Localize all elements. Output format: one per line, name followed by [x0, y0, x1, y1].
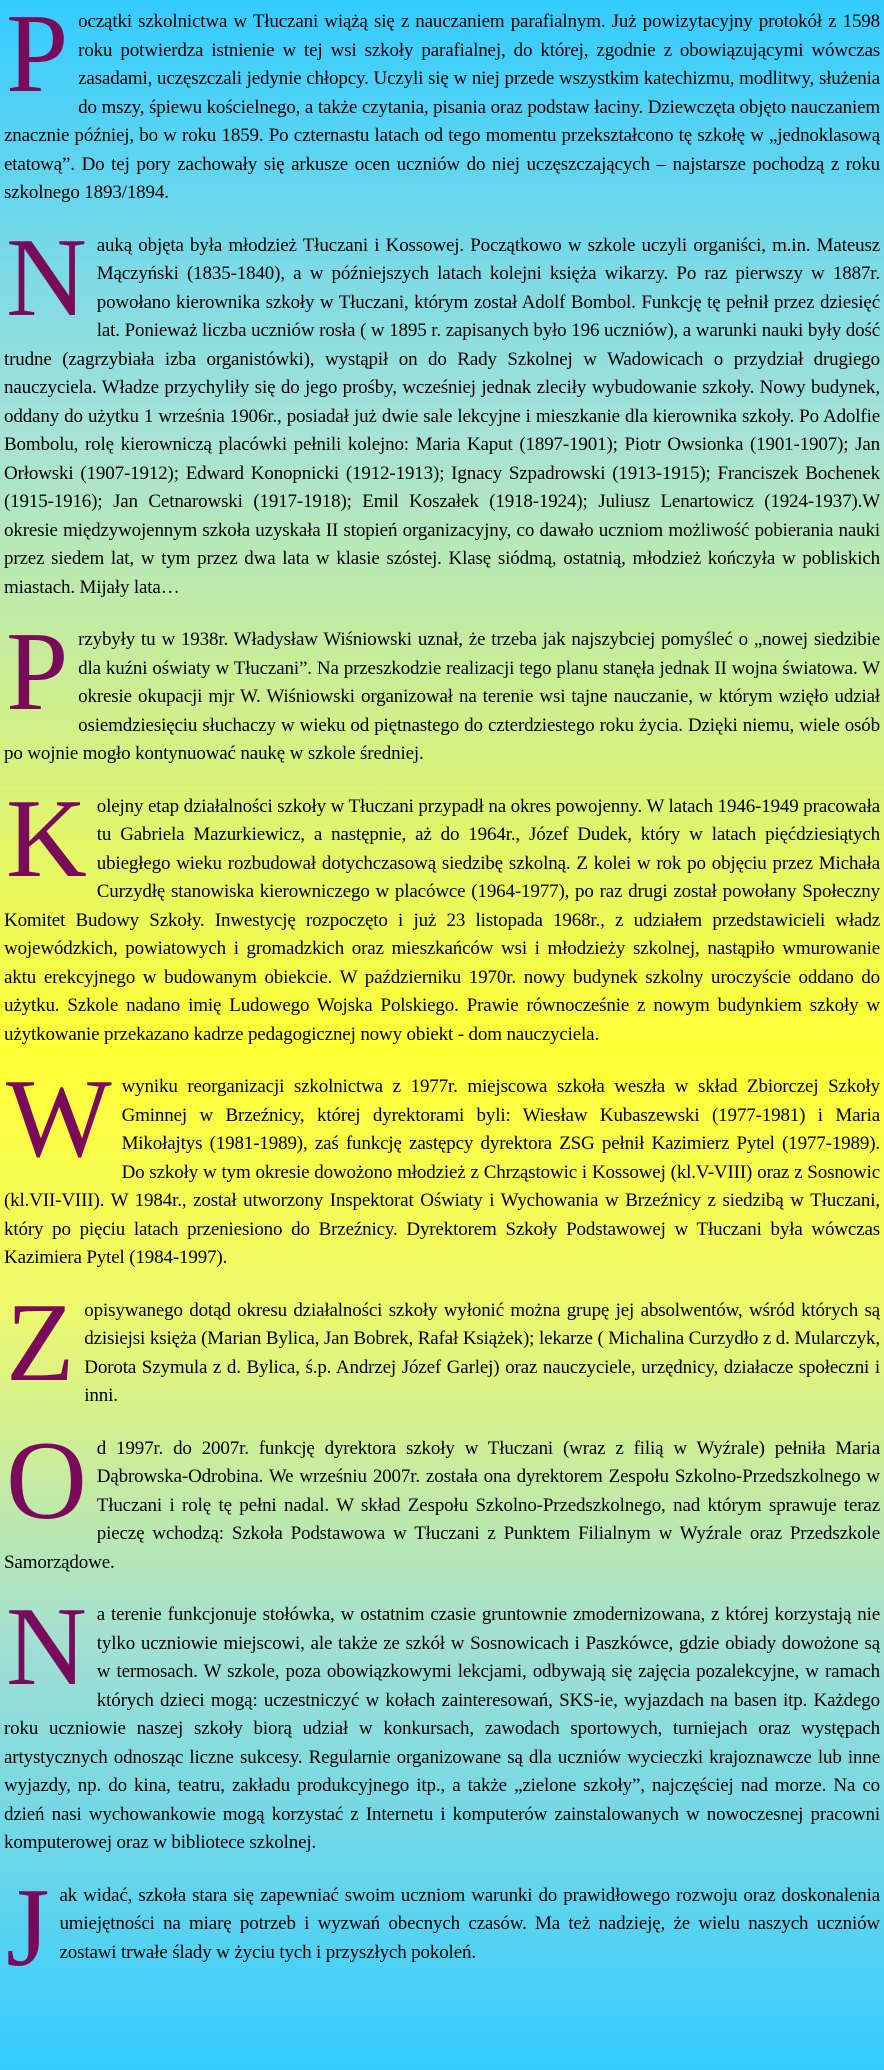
paragraph-text: opisywanego dotąd okresu działalności szkoły wyłonić można grupę jej absolwentów, wśród których są dzisiejsi księża (Marian Bylica, Jan Bobrek, Rafał Książek); lekarze ( Michalina Curzydło z d. Mularczyk, Dorota Szymula z d. Bylica, ś.p. Andrzej Józef Garlej) oraz nauczyciele, urzędnicy, działacze społeczni i inni.	[84, 1299, 880, 1406]
paragraph-text: a terenie funkcjonuje stołówka, w ostatnim czasie gruntownie zmodernizowana, z której korzystają nie tylko uczniowie miejscowi, ale także ze szkół w Sosnowicach i Paszkówce, gdzie obiady dowożone są w termosach. W szkole, poza obowiązkowymi lekcjami, odbywają się zajęcia pozalekcyjne, w ramach których dzieci mogą: uczestniczyć w kołach zainteresowań, SKS-ie, wyjazdach na basen itp. Każdego roku uczniowie naszej szkoły biorą udział w konkursach, zawodach sportowych, turniejach oraz występach artystycznych odnosząc liczne sukcesy. Regularnie organizowane są dla uczniów wycieczki krajoznawcze lub inne wyjazdy, np. do kina, teatru, zakładu produkcyjnego itp., a także „zielone szkoły”, najczęściej nad morze. Na co dzień nasi wychowankowie mogą korzystać z Internetu i komputerów zainstalowanych w nowoczesnej pracowni komputerowej oraz w bibliotece szkolnej.	[4, 1604, 880, 1853]
paragraph-text: ak widać, szkoła stara się zapewniać swoim uczniom warunki do prawidłowego rozwoju oraz doskonalenia umiejętności na miarę potrzeb i wyzwań obecnych czasów. Ma też nadzieję, że wielu naszych uczniów zostawi trwałe ślady w życiu tych i przyszłych pokoleń.	[59, 1884, 880, 1963]
drop-cap: N	[6, 231, 87, 340]
drop-cap: J	[6, 1881, 50, 1970]
drop-cap: O	[6, 1434, 87, 1543]
paragraph-text: rzybyły tu w 1938r. Władysław Wiśniowski uznał, że trzeba jak najszybciej pomyśleć o „nowej siedzibie dla kuźni oświaty w Tłuczani”. Na przeszkodzie realizacji tego planu stanęła jednak II wojna światowa. W okresie okupacji mjr W. Wiśniowski organizował na terenie wsi tajne nauczanie, w którym wzięło udział osiemdziesięciu słuchaczy w wieku od piętnastego do czterdziestego roku życia. Dzięki niemu, wiele osób po wojnie mogło kontynuować naukę w szkole średniej.	[4, 629, 880, 764]
drop-cap: W	[6, 1073, 112, 1181]
drop-cap: P	[6, 626, 69, 734]
paragraph-text: auką objęta była młodzież Tłuczani i Kossowej. Początkowo w szkole uczyli organiści, m.in. Mateusz Mączyński (1835-1840), a w późniejszych latach kolejni księża wikarzy. Po raz pierwszy w 1887r. powołano kierownika szkoły w Tłuczani, którym został Adolf Bombol. Funkcję tę pełnił przez dziesięć lat. Ponieważ liczba uczniów rosła ( w 1895 r. zapisanych było 196 uczniów), a warunki nauki były dość trudne (zagrzybiała izba organistówki), wystąpił on do Rady Szkolnej w Wadowicach o przydział drugiego nauczyciela. Władze przychyliły się do jego prośby, wcześniej jednak zleciły wybudowanie szkoły. Nowy budynek, oddany do użytku 1 września 1906r., posiadał już dwie sale lekcyjne i mieszkanie dla kierownika szkoły. Po Adolfie Bombolu, rolę kierowniczą placówki pełnili kolejno: Maria Kaput (1897-1901); Piotr Owsionka (1901-1907); Jan Orłowski (1907-1912); Edward Konopnicki (1912-1913); Ignacy Szpadrowski (1913-1915); Franciszek Bochenek (1915-1916); Jan Cetnarowski (1917-1918); Emil Koszałek (1918-1924); Juliusz Lenartowicz (1924-1937).W okresie międzywojennym szkoła uzyskała II stopień organizacyjny, co dawało uczniom możliwość pobierania nauki przez siedem lat, w tym przez dwa lata w klasie szóstej. Klasę siódmą, ostatnią, młodzież kończyła w pobliskich miastach. Mijały lata…	[4, 234, 880, 598]
paragraph-closing	[4, 1882, 880, 1970]
paragraph-beginnings	[4, 8, 880, 208]
paragraph-text: wyniku reorganizacji szkolnictwa z 1977r. miejscowa szkoła weszła w skład Zbiorczej Szkoły Gminnej w Brzeźnicy, której dyrektorami byli: Wiesław Kubaszewski (1977-1981) i Maria Mikołajtys (1981-1989), zaś funkcję zastępcy dyrektora ZSG pełnił Kazimierz Pytel (1977-1989). Do szkoły w tym okresie dowożono młodzież z Chrząstowic i Kossowej (kl.V-VIII) oraz z Sosnowic (kl.VII-VIII). W 1984r., został utworzony Inspektorat Oświaty i Wychowania w Brzeźnicy z siedzibą w Tłuczani, który po pięciu latach przeniesiono do Brzeźnicy. Dyrektorem Szkoły Podstawowej w Tłuczani była wówczas Kazimiera Pytel (1984-1997).	[4, 1076, 880, 1268]
paragraph-activities	[4, 1601, 880, 1858]
drop-cap: N	[6, 1601, 87, 1709]
paragraph-postwar	[4, 793, 880, 1050]
paragraph-recent-directors	[4, 1435, 880, 1578]
paragraph-reorganization	[4, 1073, 880, 1273]
paragraph-text: olejny etap działalności szkoły w Tłuczani przypadł na okres powojenny. W latach 1946-1949 pracowała tu Gabriela Mazurkiewicz, a następnie, aż do 1964r., Józef Dudek, który w latach pięćdziesiątych ubiegłego wieku rozbudował dotychczasową siedzibę szkolną. Z kolei w rok po objęciu przez Michała Curzydłę stanowiska kierowniczego w placówce (1964-1977), po raz drugi został powołany Społeczny Komitet Budowy Szkoły. Inwestycję rozpoczęto i już 23 listopada 1968r., z udziałem przedstawicieli władz wojewódzkich, powiatowych i gromadzkich oraz mieszkańców wsi i młodzieży szkolnej, nastąpiło wmurowanie aktu erekcyjnego w budowanym obiekcie. W październiku 1970r. nowy budynek szkolny uroczyście oddano do użytku. Szkole nadano imię Ludowego Wojska Polskiego. Prawie równocześnie z nowym budynkiem szkoły w użytkowanie przekazano kadrze pedagogicznej nowy obiekt - dom nauczyciela.	[4, 795, 880, 1045]
drop-cap: P	[6, 8, 69, 116]
paragraph-text: oczątki szkolnictwa w Tłuczani wiążą się z nauczaniem parafialnym. Już powizytacyjny protokół z 1598 roku potwierdza istnienie w tej wsi szkoły parafialnej, do której, zgodnie z obowiązującymi wówczas zasadami, uczęszczali jedynie chłopcy. Uczyli się w niej przede wszystkim katechizmu, modlitwy, służenia do mszy, śpiewu kościelnego, a także czytania, pisania oraz podstaw łaciny. Dziewczęta objęto nauczaniem znacznie później, bo w roku 1859. Po czternastu latach od tego momentu przekształcono tę szkołę w „jednoklasową etatową”. Do tej pory zachowały się arkusze ocen uczniów do niej uczęszczających – najstarsze pochodzą z roku szkolnego 1893/1894.	[4, 11, 880, 203]
drop-cap: K	[6, 792, 87, 901]
paragraph-text: d 1997r. do 2007r. funkcję dyrektora szkoły w Tłuczani (wraz z filią w Wyźrale) pełniła Maria Dąbrowska-Odrobina. We wrześniu 2007r. została ona dyrektorem Zespołu Szkolno-Przedszkolnego w Tłuczani i rolę tę pełni nadal. W skład Zespołu Szkolno-Przedszkolnego, nad którym sprawuje teraz pieczę wchodzą: Szkoła Podstawowa w Tłuczani z Punktem Filialnym w Wyźrale oraz Przedszkole Samorządowe.	[4, 1437, 880, 1573]
paragraph-war-period	[4, 626, 880, 769]
paragraph-alumni	[4, 1297, 880, 1411]
paragraph-first-teachers	[4, 232, 880, 603]
drop-cap: Z	[6, 1296, 75, 1405]
